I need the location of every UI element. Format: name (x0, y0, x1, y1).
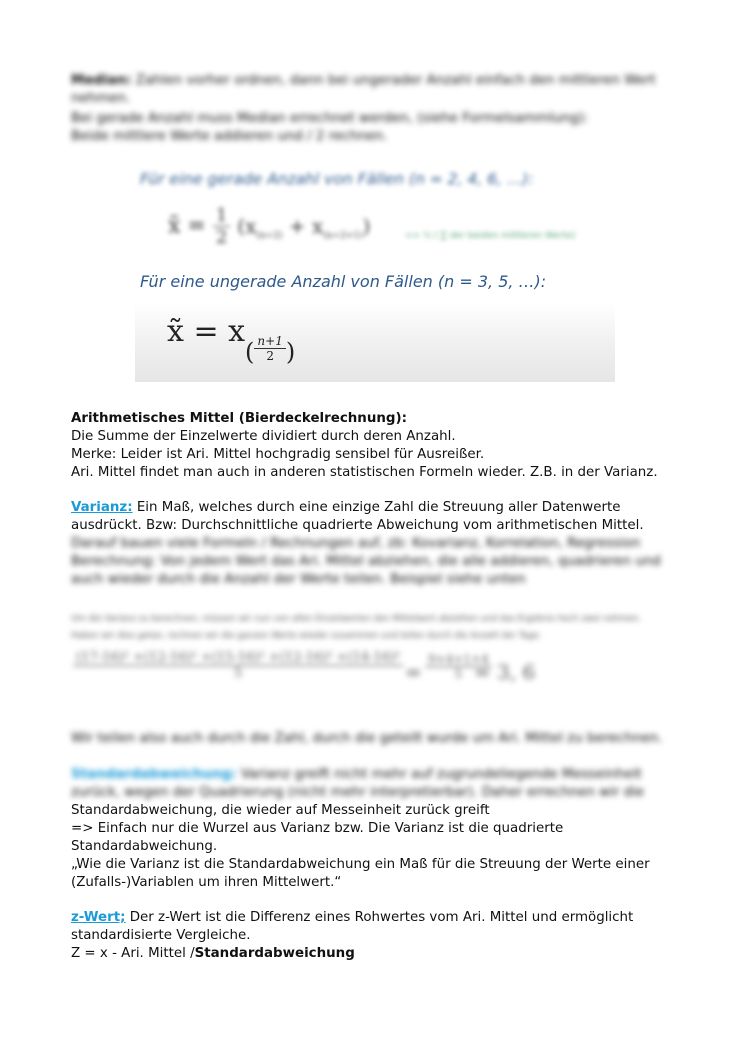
arith-line1: Die Summe der Einzelwerte dividiert durch deren Anzahl. (71, 429, 456, 444)
varianz-line3: Darauf bauen viele Formeln / Rechnungen auf, zb: Kovarianz, Korrelation, Regression (71, 536, 641, 551)
varianz-after: Wir teilen also auch durch die Zahl, durch die geteilt wurde um Ari. Mittel zu berechnen. (71, 731, 663, 746)
zwert-line2: standardisierte Vergleiche. (71, 928, 251, 943)
arith-line2: Merke: Leider ist Ari. Mittel hochgradig sensibel für Ausreißer. (71, 447, 485, 462)
even-formula: x̃ = $\frac{1}{2}$ $(x_{(n\div 2)} + x_{(n\div 2+1)})$ (168, 205, 371, 248)
varianz-line2: ausdrückt. Bzw: Durchschnittliche quadrierte Abweichung vom arithmetischen Mittel. (71, 518, 644, 533)
arith-heading: Arithmetisches Mittel (Bierdeckelrechnung): (71, 411, 407, 426)
odd-formula: x̃ = x( $\frac{n+1}{2}$ ) (167, 314, 296, 366)
odd-formula-title: Für eine ungerade Anzahl von Fällen (n = 3, 5, …): (140, 272, 547, 291)
stdabw-line4: => Einfach nur die Wurzel aus Varianz bzw. Die Varianz ist die quadrierte (71, 821, 564, 836)
median-line3: Beide mittlere Werte addieren und / 2 rechnen. (71, 129, 388, 144)
median-line2: Bei gerade Anzahl muss Median errechnet werden, (siehe Formelsammlung): (71, 111, 589, 126)
varianz-line5: auch wieder durch die Anzahl der Werte teilen. Beispiel siehe unten (71, 572, 526, 587)
varianz-calc: $\frac{\text{(17-16)² +(12-16)² +(15-16)² +(12-16)² +(14-16)²}}{5}$ (73, 650, 403, 681)
zwert-formula: Z = x - Ari. Mittel /Standardabweichung (71, 946, 355, 961)
median-line1: Median: Zahlen vorher ordnen, dann bei ungerader Anzahl einfach den mittleren Wert nehmen. (71, 73, 656, 106)
varianz-line1: Varianz: Ein Maß, welches durch eine einzige Zahl die Streuung aller Datenwerte (71, 500, 621, 515)
even-formula-title: Für eine gerade Anzahl von Fällen (n = 2, 4, 6, …): (140, 170, 534, 188)
stdabw-line3: Standardabweichung, die wieder auf Messeinheit zurück greift (71, 803, 490, 818)
zwert-line1: z-Wert; Der z-Wert ist die Differenz eines Rohwertes vom Ari. Mittel und ermöglicht (71, 910, 634, 925)
varianz-result: = 3, 6 (474, 660, 536, 684)
stdabw-line5: Standardabweichung. (71, 839, 218, 854)
varianz-label: Varianz: (71, 500, 133, 515)
stdabw-label: Standardabweichung: (71, 767, 237, 782)
varianz-example1: Um die Varianz zu berechnen, müssen wir nun von allen Einzelwerten den Mittelwert abziehen und das Ergebnis hoch zwei nehmen. (71, 614, 642, 624)
arith-line3: Ari. Mittel findet man auch in anderen statistischen Formeln wieder. Z.B. in der Varianz. (71, 465, 658, 480)
zwert-label: z-Wert; (71, 910, 126, 925)
stdabw-line1: Standardabweichung: Varianz greift nicht mehr auf zugrundeliegende Messeinheit (71, 767, 642, 782)
varianz-example2: Haben wir dies getan, rechnen wir die ganzen Werte wieder zusammen und teilen durch die Anzahl der Tage. (71, 631, 542, 641)
median-label: Median: (71, 73, 132, 88)
stdabw-line6: „Wie die Varianz ist die Standardabweichung ein Maß für die Streuung der Werte einer (71, 857, 650, 872)
even-formula-note: <= ½ ( ∑ der beiden mittleren Werte) (405, 231, 576, 241)
stdabw-line7: (Zufalls-)Variablen um ihren Mittelwert.“ (71, 875, 342, 890)
varianz-line4: Berechnung: Von jedem Wert das Ari. Mittel abziehen, die alle addieren, quadrieren und (71, 554, 661, 569)
stdabw-line2: zurück, wegen der Quadrierung (nicht mehr interpretierbar). Daher errechnen wir die (71, 785, 645, 800)
